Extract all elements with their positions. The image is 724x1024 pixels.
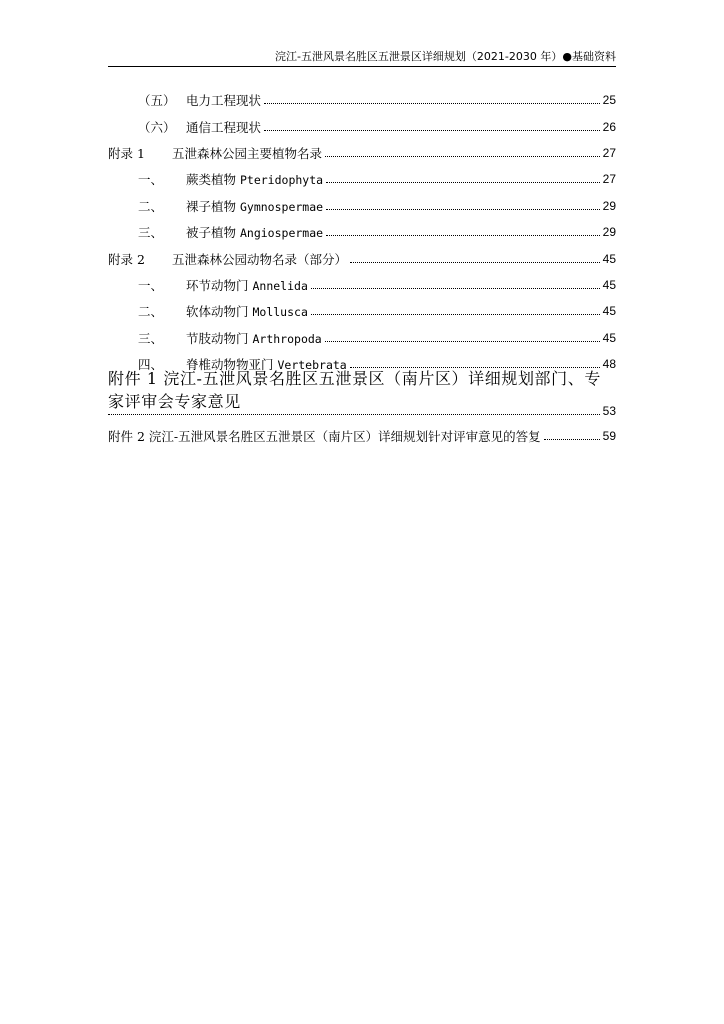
toc-entry-title [186, 170, 323, 188]
toc-page-number: 48 [602, 357, 616, 372]
toc-entry-title-text: 环节动物门 [186, 277, 253, 293]
dot-leader [326, 181, 600, 183]
toc-entry-latin-name: Arthropoda [252, 331, 322, 346]
dot-leader [311, 313, 600, 315]
toc-page-number: 45 [602, 251, 616, 266]
toc-entry-title-text: 五泄森林公园动物名录（部分） [172, 251, 348, 267]
toc-entry-title [186, 197, 323, 215]
toc-entry[interactable] [108, 140, 616, 166]
toc-entry-title [186, 329, 322, 347]
toc-entry[interactable] [108, 298, 616, 324]
toc-entry[interactable] [108, 193, 616, 219]
dot-leader [108, 413, 600, 415]
toc-page-number: 27 [602, 145, 616, 160]
toc-entry[interactable] [108, 113, 616, 139]
toc-entry-title [172, 144, 322, 162]
toc-entry-title: 附件 2 浣江-五泄风景名胜区五泄景区（南片区）详细规划针对评审意见的答复 [108, 429, 541, 445]
toc-entry-number: 附录 1 [108, 145, 145, 161]
toc-entry-latin-name: Vertebrata [277, 358, 347, 373]
toc-entry-number: 二、 [138, 304, 164, 320]
toc-entry[interactable] [108, 351, 616, 377]
toc-entry-number: 一、 [138, 172, 164, 188]
toc-entry[interactable] [108, 245, 616, 271]
toc-entry-title-text: 软体动物门 [186, 304, 253, 320]
toc-page-number: 45 [602, 277, 616, 292]
toc-entry[interactable] [108, 166, 616, 192]
dot-leader [326, 234, 600, 236]
toc-entry-title [186, 302, 308, 320]
dot-leader [350, 366, 600, 368]
toc-page-number: 45 [602, 304, 616, 319]
toc-entry-title [186, 91, 261, 109]
toc-entry-latin-name: Gymnospermae [239, 199, 324, 214]
running-header: 浣江-五泄风景名胜区五泄景区详细规划（2021-2030 年）●基础资料 [274, 50, 616, 63]
dot-leader [326, 208, 600, 210]
toc-entry-latin-name: Angiospermae [239, 226, 324, 241]
toc-entry-number: 一、 [138, 277, 164, 293]
toc-entry-title [172, 250, 347, 268]
dot-leader [544, 438, 600, 440]
toc-page-number: 29 [602, 225, 616, 240]
toc-entry-title-text: 被子植物 [186, 225, 240, 241]
toc-page-number: 29 [602, 198, 616, 213]
toc-entry-number: 附录 2 [108, 251, 145, 267]
toc-entry-appendix-1[interactable] [108, 369, 616, 421]
toc-entry-title-text: 五泄森林公园主要植物名录 [172, 145, 323, 161]
toc-entry-title-text: 脊椎动物物亚门 [186, 357, 278, 373]
toc-entry[interactable] [108, 325, 616, 351]
toc-page-number: 53 [602, 404, 616, 419]
dot-leader [264, 129, 600, 131]
toc-entry-title-text: 通信工程现状 [186, 119, 262, 135]
toc-entry-title-text: 节肢动物门 [186, 330, 253, 346]
toc-entry-appendix-2[interactable] [108, 421, 616, 451]
dot-leader [325, 155, 600, 157]
toc-page-number: 27 [602, 172, 616, 187]
toc-entry-title: 附件 1 浣江-五泄风景名胜区五泄景区（南片区）详细规划部门、专家评审会专家意见 [108, 369, 601, 412]
toc-entry-title [186, 118, 261, 136]
toc-entry-number: （五） [138, 93, 176, 109]
toc-entry-latin-name: Annelida [252, 278, 308, 293]
toc-entry-number: 三、 [138, 330, 164, 346]
dot-leader [350, 261, 600, 263]
toc-entry-title [186, 223, 323, 241]
toc-page-number: 59 [602, 429, 616, 444]
toc-entry[interactable] [108, 219, 616, 245]
dot-leader [311, 287, 600, 289]
toc-entry-title-text: 裸子植物 [186, 198, 240, 214]
toc-entry-title-text: 蕨类植物 [186, 172, 240, 188]
toc-entry-number: （六） [138, 119, 176, 135]
toc-entry-title [186, 276, 308, 294]
toc-entry-title-text: 电力工程现状 [186, 93, 262, 109]
table-of-contents [108, 87, 616, 451]
toc-page-number: 25 [602, 93, 616, 108]
header-rule [108, 66, 616, 67]
toc-entry-number: 四、 [138, 357, 164, 373]
dot-leader [264, 102, 600, 104]
toc-entry-number: 三、 [138, 225, 164, 241]
dot-leader [325, 340, 600, 342]
toc-page-number: 45 [602, 330, 616, 345]
toc-entry-number: 二、 [138, 198, 164, 214]
toc-entry[interactable] [108, 272, 616, 298]
toc-entry[interactable] [108, 87, 616, 113]
toc-entry-title [186, 355, 347, 373]
toc-page-number: 26 [602, 119, 616, 134]
toc-entry-latin-name: Pteridophyta [239, 173, 324, 188]
toc-entry-latin-name: Mollusca [252, 305, 308, 320]
